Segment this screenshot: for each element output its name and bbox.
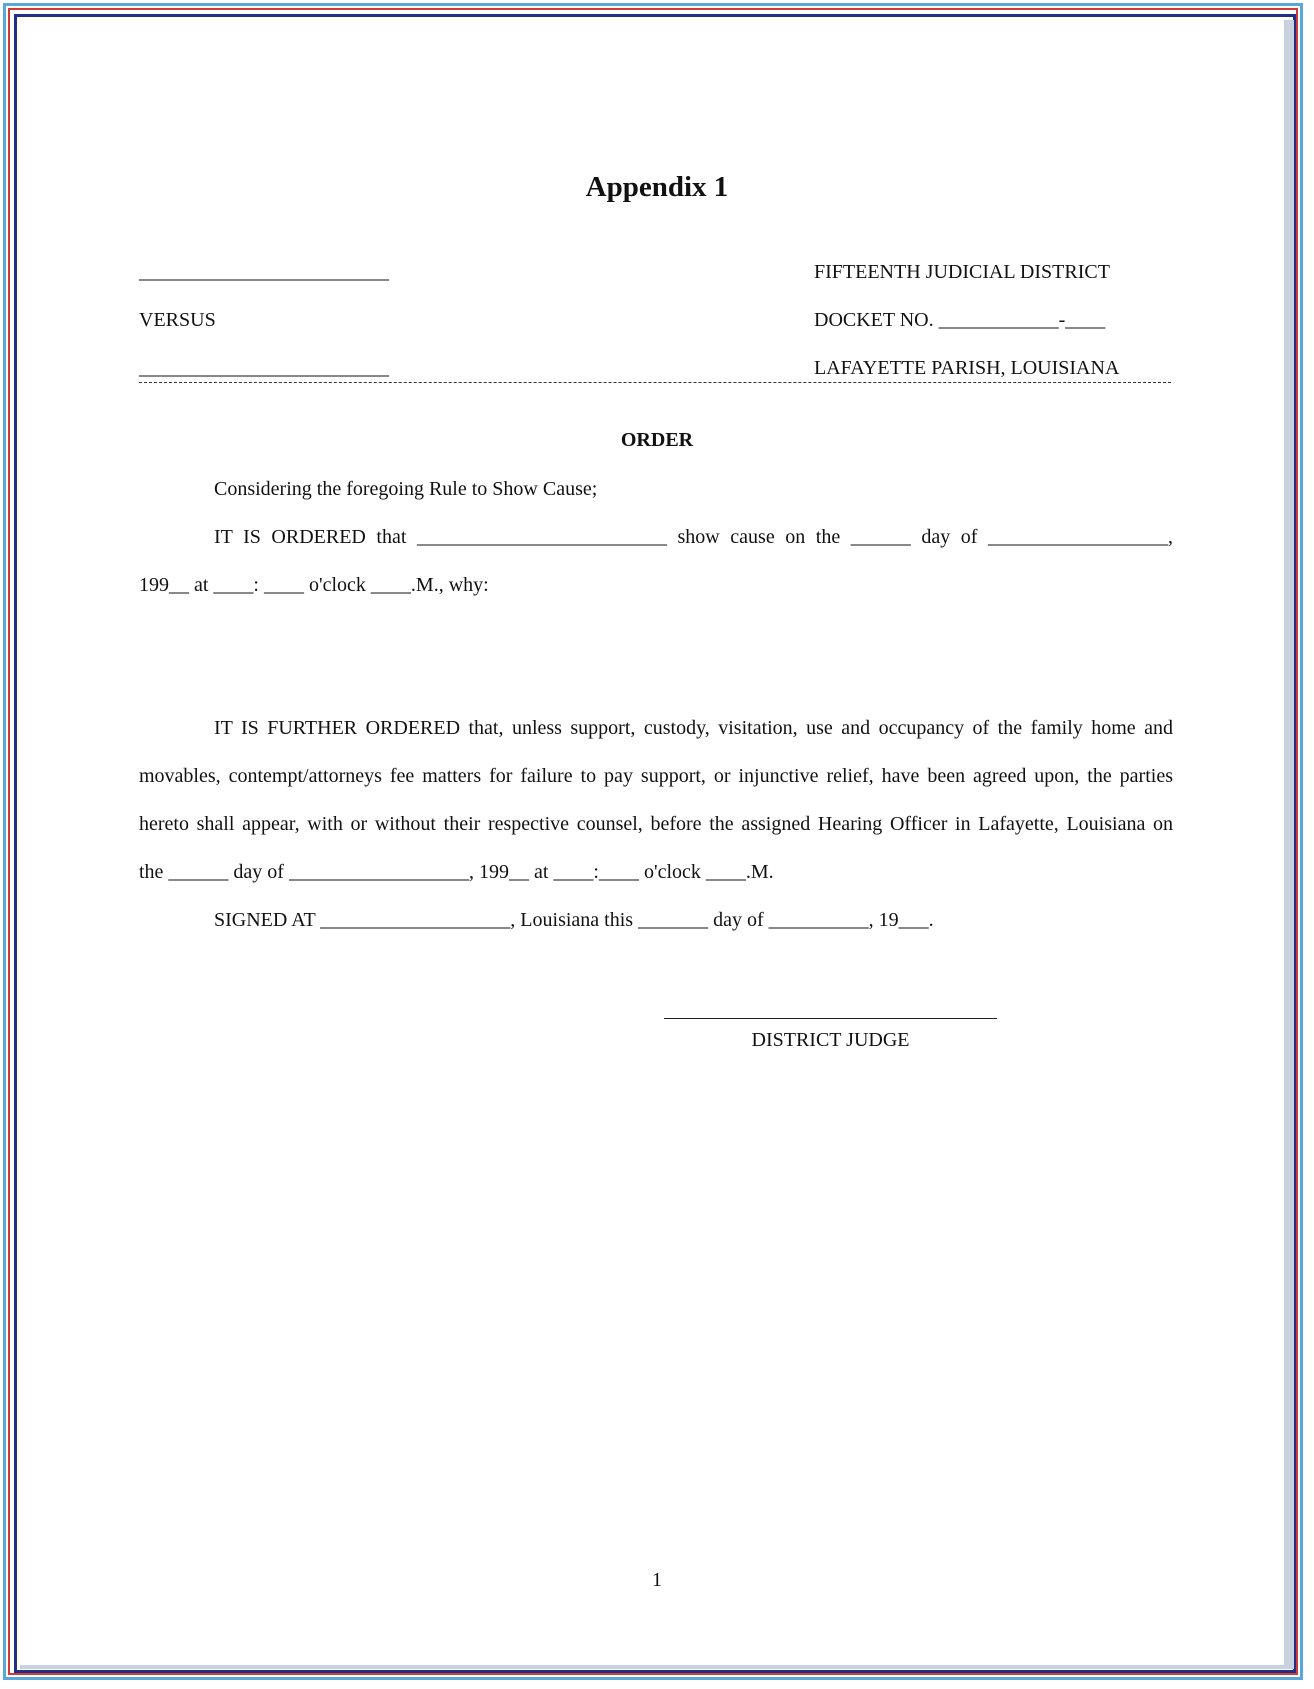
plaintiff-blank-line: _________________________ [139,261,389,283]
signed-at-line: SIGNED AT ___________________, Louisiana this _______ day of __________, 19___. [214,909,934,931]
further-ordered-line-2: movables, contempt/attorneys fee matters for failure to pay support, or injunctive relief, have been agreed upon, the parties [139,765,1173,787]
ordered-line-2: 199__ at ____: ____ o'clock ____.M., why: [139,574,489,596]
ordered-line-1: IT IS ORDERED that _________________________ show cause on the ______ day of __________________, [214,526,1173,548]
signature-line [664,1018,997,1019]
parish-name: LAFAYETTE PARISH, LOUISIANA [814,357,1120,379]
versus-label: VERSUS [139,309,216,331]
court-name: FIFTEENTH JUDICIAL DISTRICT [814,261,1110,283]
docket-number: DOCKET NO. ____________-____ [814,309,1106,331]
signature-label: DISTRICT JUDGE [751,1029,910,1051]
further-ordered-line-1: IT IS FURTHER ORDERED that, unless support, custody, visitation, use and occupancy of the family home and [214,717,1173,739]
further-ordered-line-4: the ______ day of __________________, 199__ at ____:____ o'clock ____.M. [139,861,774,883]
further-ordered-line-3: hereto shall appear, with or without their respective counsel, before the assigned Hearing Officer in Lafayette, Louisiana on [139,813,1173,835]
defendant-blank-line: _________________________ [139,357,389,379]
order-heading: ORDER [620,429,694,451]
dashed-separator [139,382,1171,393]
considering-paragraph: Considering the foregoing Rule to Show Cause; [214,478,598,500]
page-number: 1 [652,1569,662,1591]
page-title: Appendix 1 [585,171,729,203]
